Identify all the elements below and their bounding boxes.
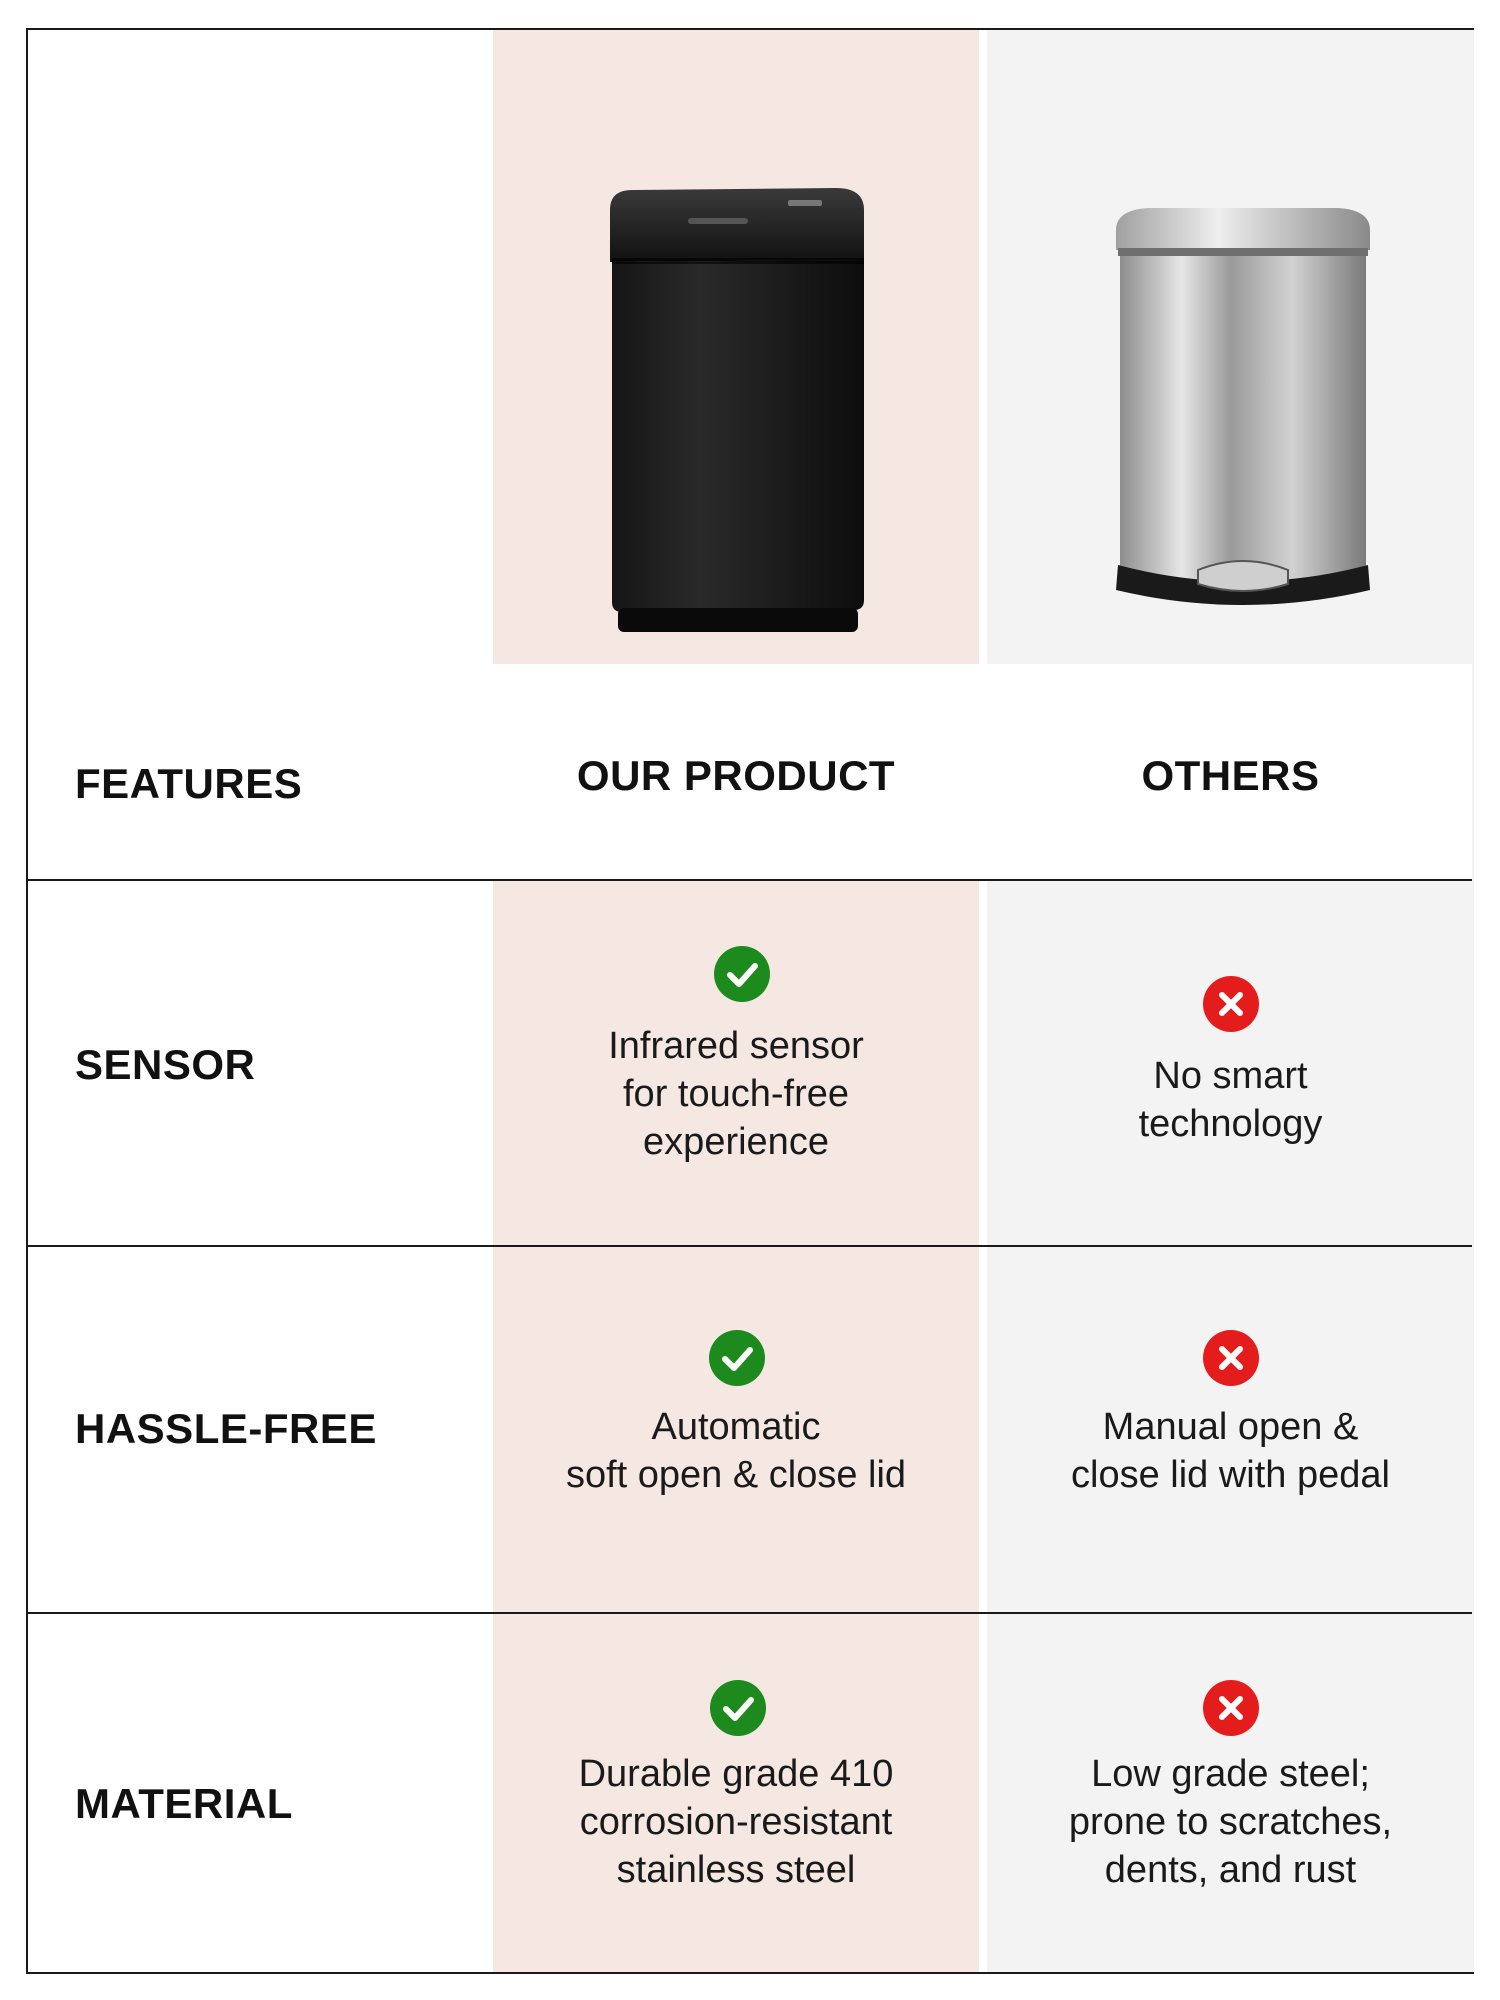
feature-label-sensor: SENSOR bbox=[75, 1041, 256, 1088]
others-hassle-free-text: Manual open & close lid with pedal bbox=[1071, 1406, 1390, 1496]
others-heading: OTHERS bbox=[1141, 752, 1320, 799]
cross-icon bbox=[1203, 976, 1259, 1032]
our-product-material-text: Durable grade 410 corrosion-resistant stainless steel bbox=[578, 1753, 894, 1891]
check-icon bbox=[710, 1680, 766, 1736]
row-divider bbox=[28, 1612, 1472, 1614]
features-heading: FEATURES bbox=[75, 760, 303, 807]
our-product-hassle-free-text: Automatic soft open & close lid bbox=[565, 1406, 907, 1496]
our-product-sensor-text: Infrared sensor for touch-free experience bbox=[608, 1025, 864, 1163]
our-product-image bbox=[588, 170, 888, 660]
our-product-heading: OUR PRODUCT bbox=[576, 752, 896, 799]
check-icon bbox=[709, 1330, 765, 1386]
row-divider bbox=[28, 1245, 1472, 1247]
others-material-text: Low grade steel; prone to scratches, dents, and rust bbox=[1068, 1753, 1393, 1891]
feature-label-material: MATERIAL bbox=[75, 1780, 293, 1827]
comparison-table bbox=[26, 28, 1474, 1974]
others-product-image bbox=[1108, 180, 1378, 620]
others-sensor-text: No smart technology bbox=[1138, 1055, 1323, 1145]
feature-label-hassle-free: HASSLE-FREE bbox=[75, 1405, 377, 1452]
cross-icon bbox=[1203, 1680, 1259, 1736]
cross-icon bbox=[1203, 1330, 1259, 1386]
check-icon bbox=[714, 946, 770, 1002]
row-divider bbox=[28, 879, 1472, 881]
